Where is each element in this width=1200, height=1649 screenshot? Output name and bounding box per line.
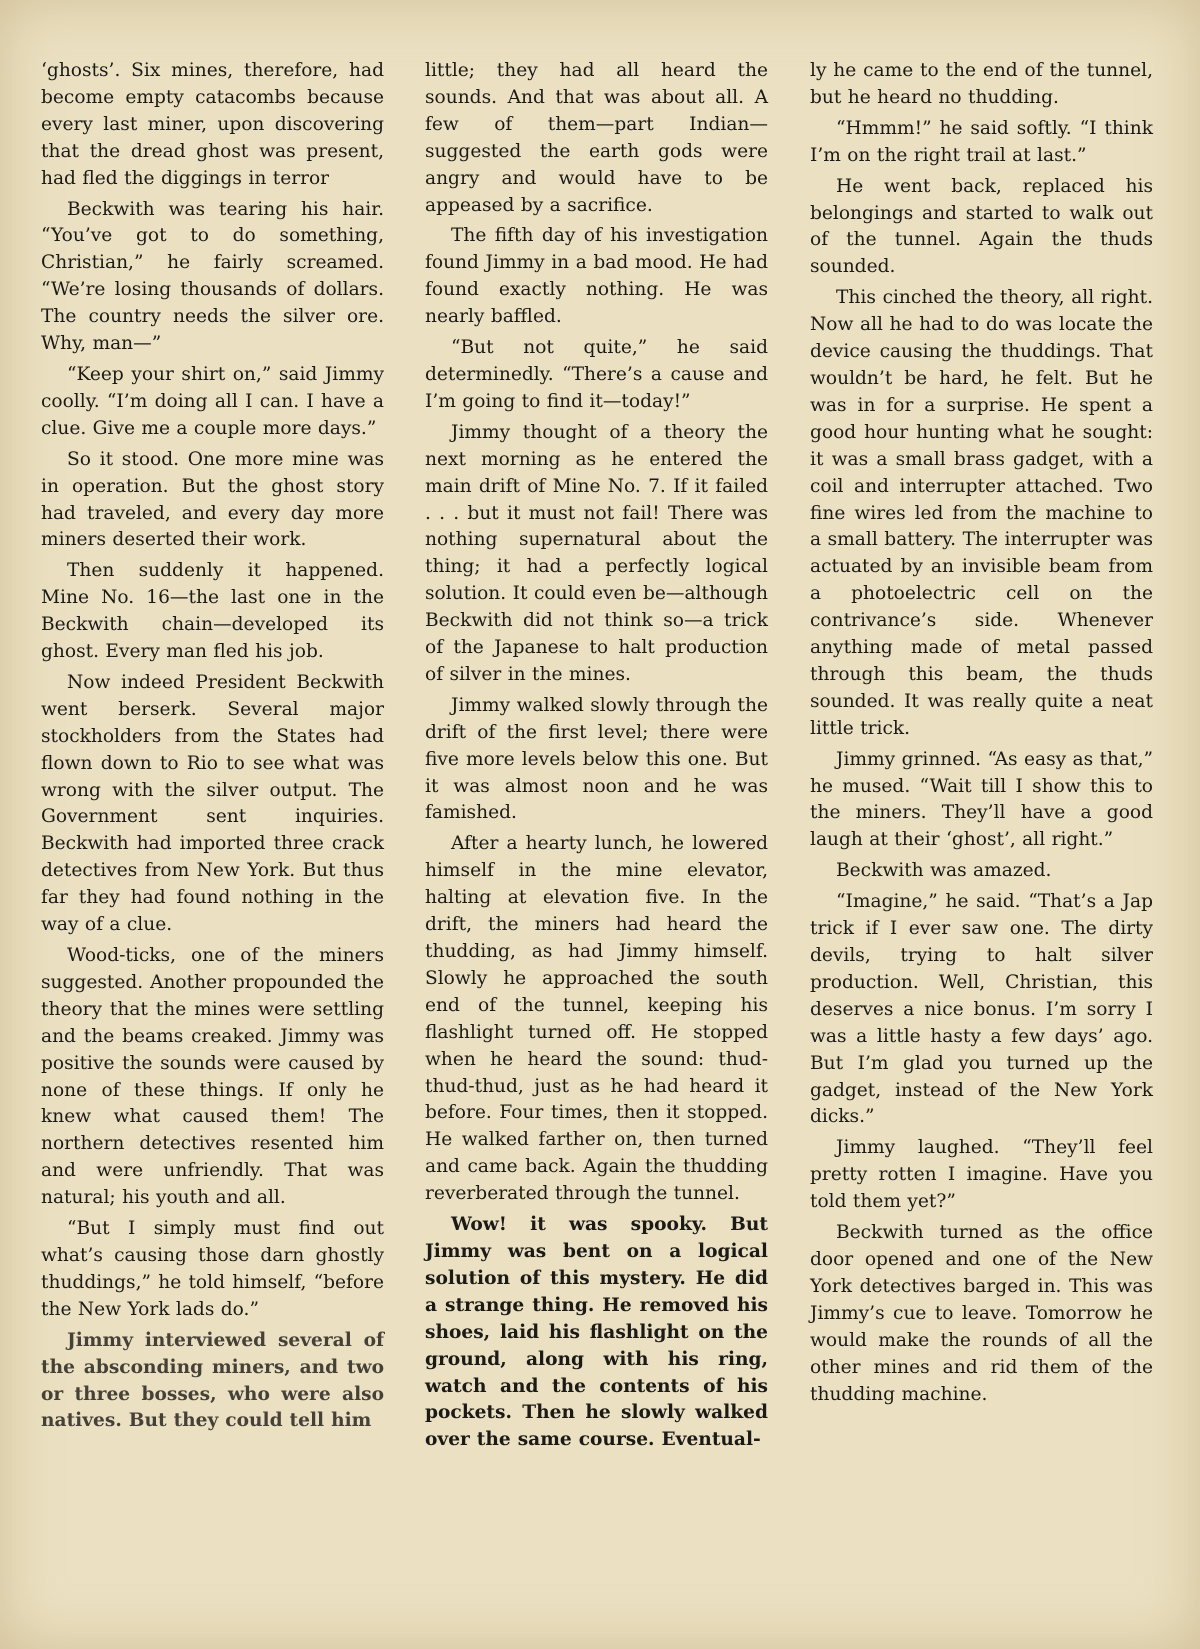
paragraph: Jimmy grinned. “As easy as that,” he mused. “Wait till I show this to the miners. They’ll have a good laugh at their ‘ghost’, all right.” [810, 748, 1153, 851]
paragraph: “Keep your shirt on,” said Jimmy coolly. “I’m doing all I can. I have a clue. Give me a couple more days.” [41, 363, 384, 439]
text-column-3 [810, 58, 1153, 1412]
paragraph: little; they had all heard the sounds. And that was about all. A few of them—part Indian—suggested the earth gods were angry and would have to be appeased by a sacrifice. [425, 60, 768, 216]
paragraph: ly he came to the end of the tunnel, but he heard no thudding. [810, 60, 1153, 108]
paragraph: Jimmy walked slowly through the drift of the first level; there were five more levels below this one. But it was almost noon and he was famished. [425, 694, 768, 824]
paragraph: So it stood. One more mine was in operation. But the ghost story had traveled, and every day more miners deserted their work. [41, 448, 384, 551]
paragraph: “Hmmm!” he said softly. “I think I’m on the right trail at last.” [810, 117, 1153, 166]
paragraph: This cinched the theory, all right. Now all he had to do was locate the device causing the thuddings. That wouldn’t be hard, he felt. But he was in for a surprise. He spent a good hour hunting what he sought: it was a small brass gadget, with a coil and interrupter attached. Two fine wires led from the machine to a small battery. The interrupter was actuated by an invisible beam from a photoelectric cell on the contrivance’s side. Whenever anything made of metal passed through this beam, the thuds sounded. It was really quite a neat little trick. [810, 287, 1153, 739]
paragraph: After a hearty lunch, he lowered himself in the mine elevator, halting at elevation five. In the drift, the miners had heard the thudding, as had Jimmy himself. Slowly he approached the south end of the tunnel, keeping his flashlight turned off. He stopped when he heard the sound: thud-thud-thud, just as he had heard it before. Four times, then it stopped. He walked farther on, then turned and came back. Again the thudding reverberated through the tunnel. [425, 833, 768, 1205]
paragraph: Beckwith was amazed. [836, 860, 1052, 882]
paragraph: The fifth day of his investigation found Jimmy in a bad mood. He had found exactly nothing. He was nearly baffled. [425, 225, 768, 328]
paragraph: Jimmy laughed. “They’ll feel pretty rotten I imagine. Have you told them yet?” [810, 1137, 1153, 1213]
paragraph: Now indeed President Beckwith went berserk. Several major stockholders from the States had flown down to Rio to see what was wrong with the silver output. The Government sent inquiries. Beckwith had imported three crack detectives from New York. But thus far they had found nothing in the way of a clue. [41, 671, 384, 936]
paragraph: Jimmy interviewed several of the absconding miners, and two or three bosses, who were also natives. But they could tell him [41, 1329, 384, 1432]
text-column-2 [425, 58, 768, 1458]
paragraph: “Imagine,” he said. “That’s a Jap trick if I ever saw one. The dirty devils, trying to halt silver production. Well, Christian, this deserves a nice bonus. I’m sorry I was a little hasty a few days’ ago. But I’m glad you turned up the gadget, instead of the New York dicks.” [810, 891, 1153, 1128]
paragraph: Beckwith turned as the office door opened and one of the New York detectives barged in. This was Jimmy’s cue to leave. Tomorrow he would make the rounds of all the other mines and rid them of the thudding machine. [810, 1222, 1153, 1405]
text-column-1 [41, 58, 384, 1439]
paragraph: Wow! it was spooky. But Jimmy was bent on a logical solution of this mystery. He did a strange thing. He removed his shoes, laid his flashlight on the ground, along with his ring, watch and the contents of his pockets. Then he slowly walked over the same course. Eventual- [425, 1214, 768, 1451]
paragraph: Then suddenly it happened. Mine No. 16—the last one in the Beckwith chain—developed its ghost. Every man fled his job. [41, 560, 384, 663]
paragraph: “But not quite,” he said determinedly. “There’s a cause and I’m going to find it—today!” [425, 337, 768, 412]
paragraph: “But I simply must find out what’s causing those darn ghostly thuddings,” he told himself, “before the New York lads do.” [41, 1218, 384, 1320]
paragraph: Wood-ticks, one of the miners suggested. Another propounded the theory that the mines were settling and the beams creaked. Jimmy was positive the sounds were caused by none of these things. If only he knew what caused them! The northern detectives resented him and were unfriendly. That was natural; his youth and all. [41, 945, 384, 1209]
paragraph: Jimmy thought of a theory the next morning as he entered the main drift of Mine No. 7. If it failed . . . but it must not fail! There was nothing supernatural about the thing; it had a perfectly logical solution. It could even be—although Beckwith did not think so—a trick of the Japanese to halt production of silver in the mines. [425, 421, 768, 685]
paragraph: He went back, replaced his belongings and started to walk out of the tunnel. Again the thuds sounded. [810, 175, 1153, 278]
paragraph: ‘ghosts’. Six mines, therefore, had become empty catacombs because every last miner, upon discovering that the dread ghost was present, had fled the diggings in terror [41, 60, 384, 189]
paragraph: Beckwith was tearing his hair. “You’ve got to do something, Christian,” he fairly screamed. “We’re losing thousands of dollars. The country needs the silver ore. Why, man—” [41, 198, 384, 355]
